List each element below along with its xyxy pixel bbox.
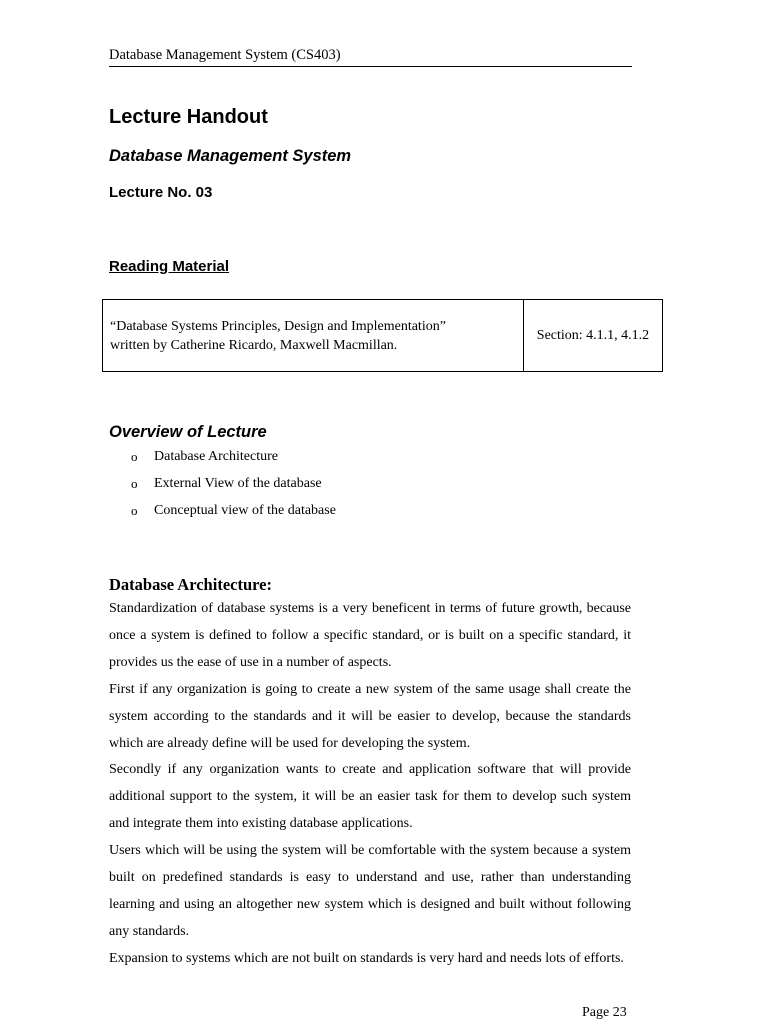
book-reference-cell [103, 300, 524, 372]
book-title: “Database Systems Principles, Design and Implementation” [110, 318, 446, 334]
bullet-icon: o [131, 476, 138, 491]
book-author: written by Catherine Ricardo, Maxwell Macmillan. [110, 337, 398, 353]
list-item [131, 474, 336, 501]
architecture-body [109, 596, 631, 973]
list-item [131, 447, 336, 474]
reading-material-table [102, 299, 663, 372]
reading-material-row [103, 300, 663, 372]
architecture-heading: Database Architecture: [109, 575, 272, 594]
overview-list [131, 447, 336, 528]
page-number: Page 23 [582, 1005, 627, 1020]
page-header: Database Management System (CS403) [109, 44, 632, 67]
handout-title: Lecture Handout [109, 106, 268, 128]
section-cell: Section: 4.1.1, 4.1.2 [524, 300, 663, 372]
paragraph: Standardization of database systems is a very beneficent in terms of future growth, because once a system is defined to follow a specific standard, or is built on a specific standard, it provides us the ease of use in a number of aspects. [109, 601, 631, 670]
list-item-label: Database Architecture [154, 449, 278, 464]
paragraph: Expansion to systems which are not built on standards is very hard and needs lots of efforts. [109, 950, 624, 966]
subject-title: Database Management System [109, 147, 352, 165]
reading-material-heading: Reading Material [109, 258, 230, 275]
paragraph: First if any organization is going to create a new system of the same usage shall create the system according to the standards and it will be easier to develop, because the standards which are already define will be used for developing the system. [109, 681, 631, 751]
paragraph: Secondly if any organization wants to create and application software that will provide additional support to the system, it will be an easier task for them to develop such system and integrate them into existing database applications. [109, 762, 631, 832]
bullet-icon: o [131, 449, 138, 464]
list-item-label: External View of the database [154, 476, 322, 491]
lecture-number: Lecture No. 03 [109, 184, 213, 201]
overview-heading: Overview of Lecture [109, 423, 267, 441]
list-item [131, 501, 336, 528]
bullet-icon: o [131, 503, 138, 518]
paragraph: Users which will be using the system will be comfortable with the system because a system built on predefined standards is easy to understand and use, rather than understanding learning and using an altogether new system which is designed and built without following any standards. [109, 843, 631, 939]
list-item-label: Conceptual view of the database [154, 503, 336, 518]
